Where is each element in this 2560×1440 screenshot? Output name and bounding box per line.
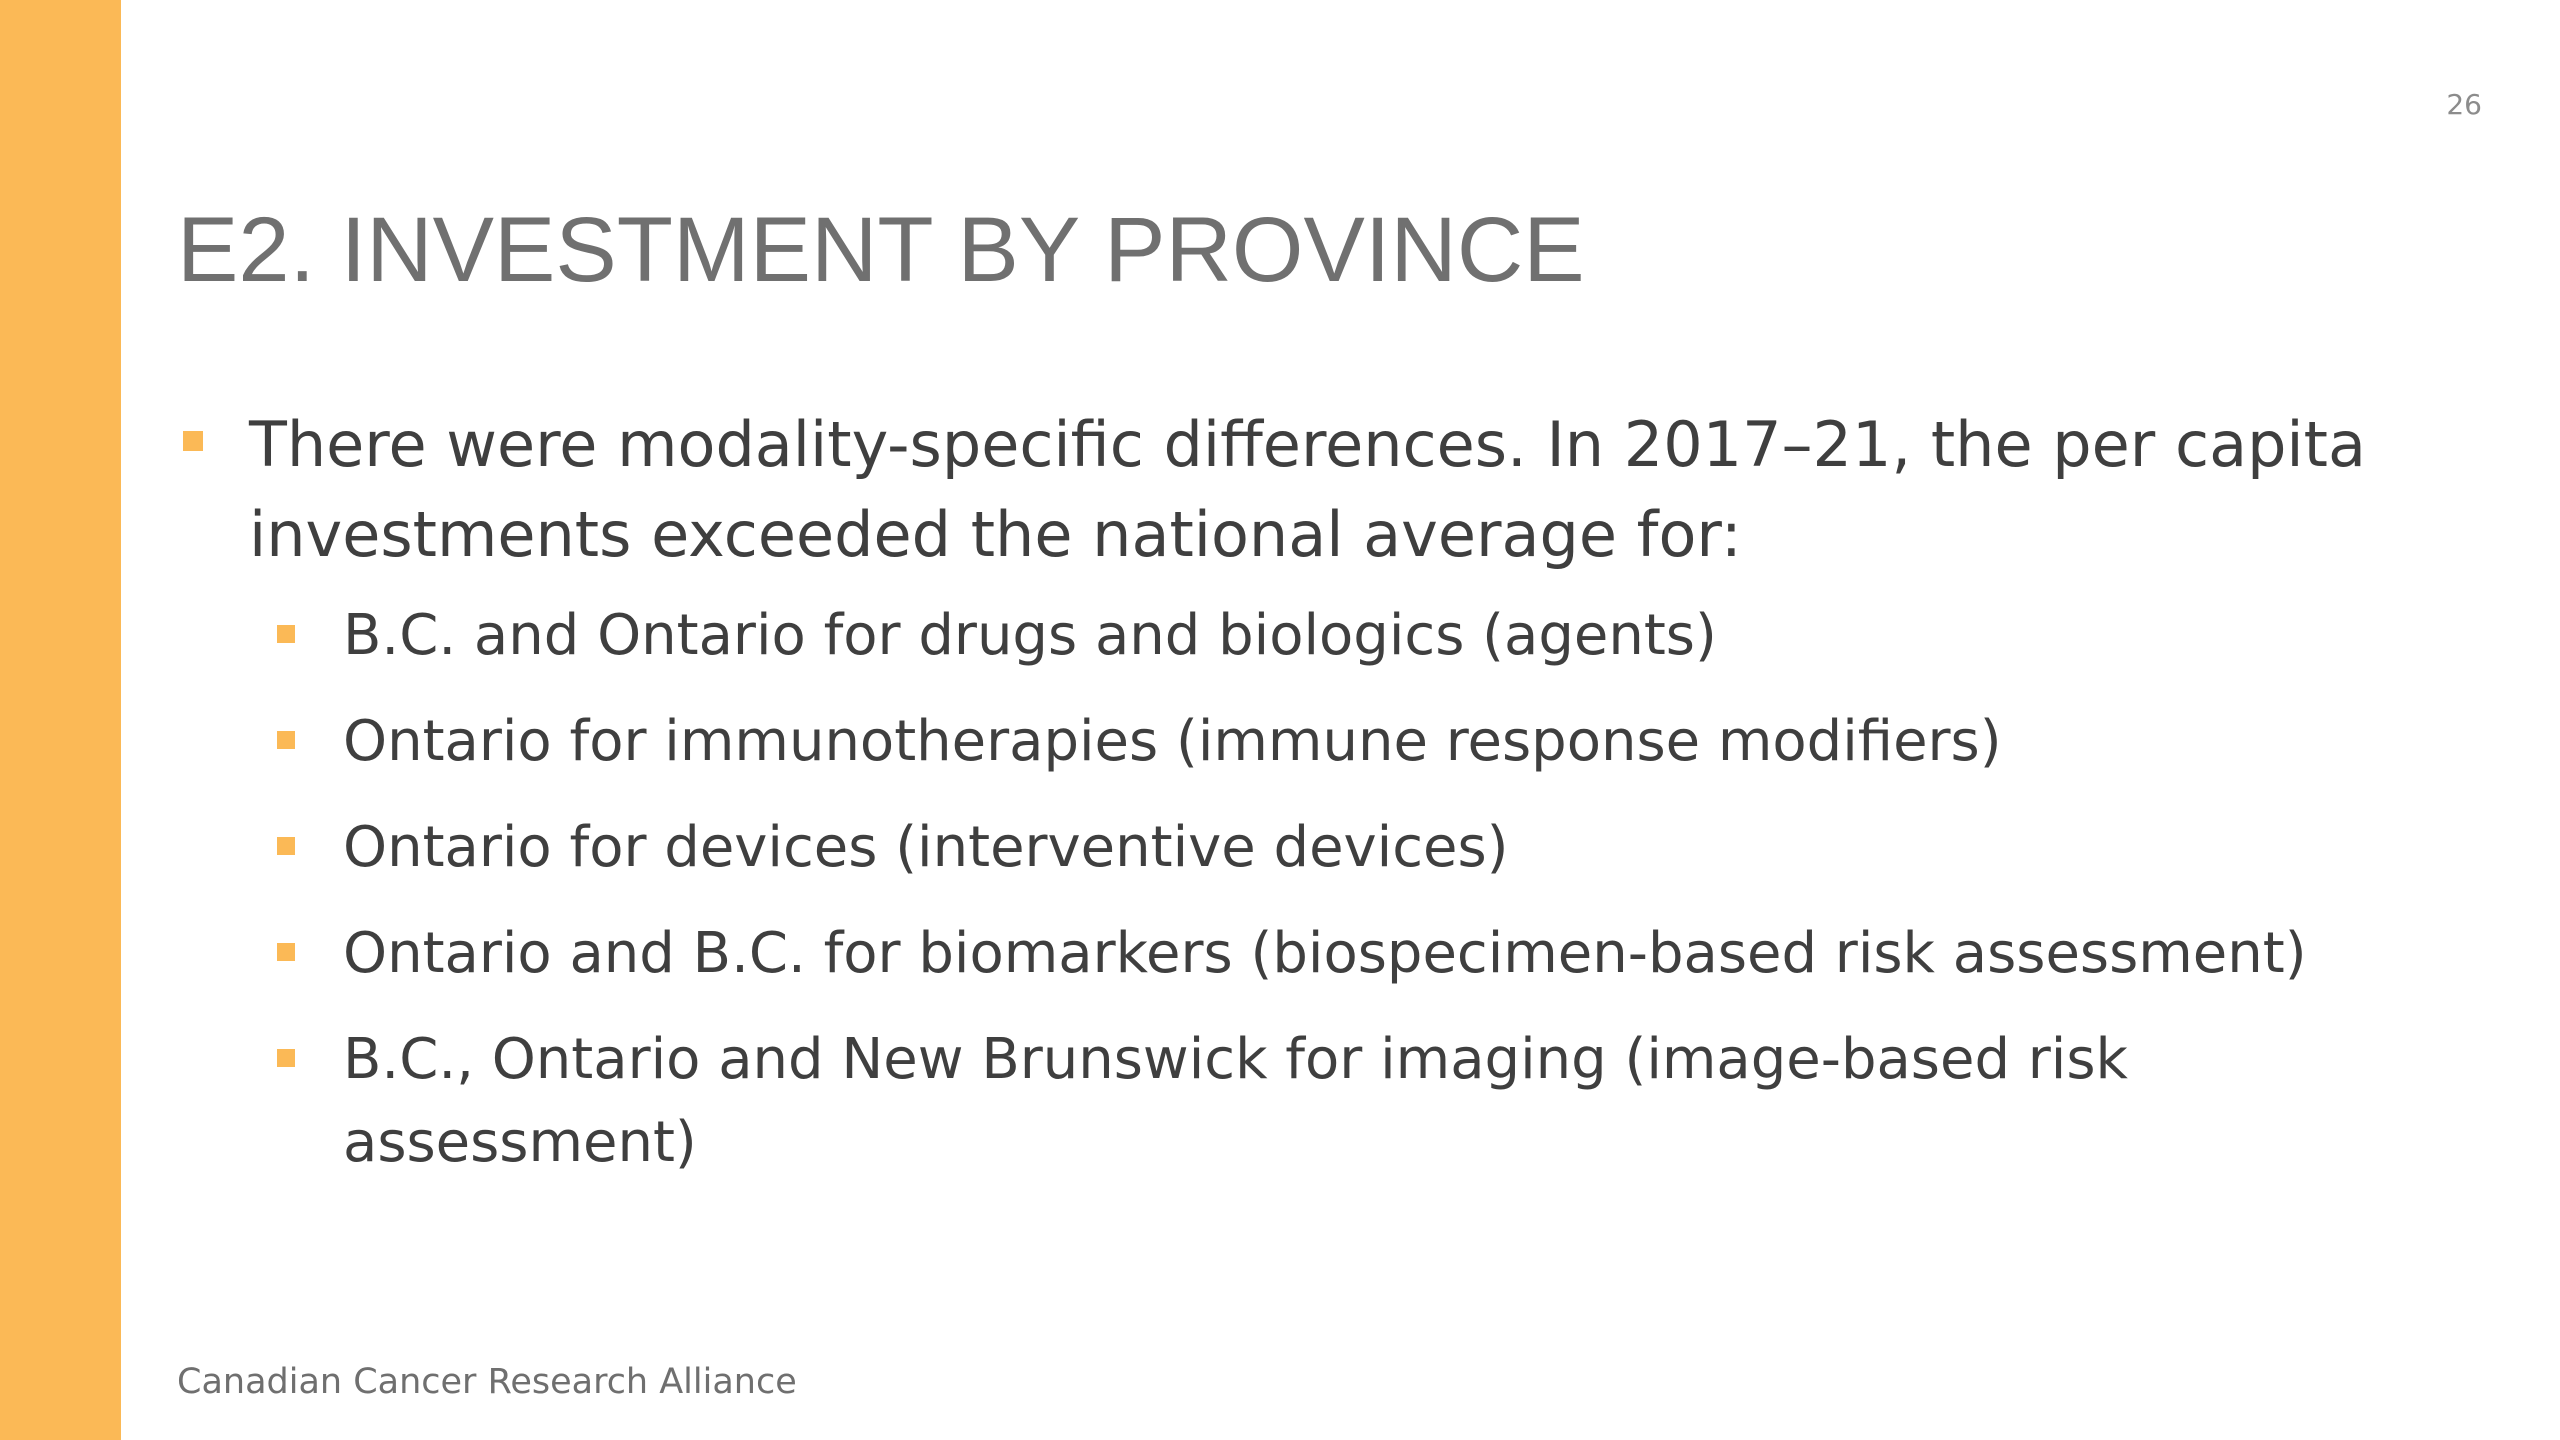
square-bullet-icon xyxy=(183,431,203,451)
page-number: 26 xyxy=(2446,88,2482,121)
footer-organization: Canadian Cancer Research Alliance xyxy=(177,1362,797,1402)
sub-bullet-list xyxy=(177,594,2477,1184)
sub-bullet-item xyxy=(277,594,2477,677)
sub-bullet-item xyxy=(277,806,2477,889)
square-bullet-icon xyxy=(277,731,295,749)
sub-bullet-text: B.C. and Ontario for drugs and biologics (agents) xyxy=(343,603,1717,668)
sub-bullet-item xyxy=(277,700,2477,783)
main-bullet-text: There were modality-specific differences. In 2017–21, the per capita investments exceeded the national average for: xyxy=(249,408,2366,571)
sub-bullet-text: B.C., Ontario and New Brunswick for imaging (image-based risk assessment) xyxy=(343,1027,2128,1175)
square-bullet-icon xyxy=(277,943,295,961)
accent-side-bar xyxy=(0,0,121,1440)
square-bullet-icon xyxy=(277,625,295,643)
sub-bullet-item xyxy=(277,912,2477,995)
sub-bullet-text: Ontario and B.C. for biomarkers (biospecimen-based risk assessment) xyxy=(343,921,2307,986)
bullet-content xyxy=(177,400,2477,1207)
sub-bullet-text: Ontario for immunotherapies (immune response modifiers) xyxy=(343,709,2002,774)
sub-bullet-text: Ontario for devices (interventive devices) xyxy=(343,815,1509,880)
slide-title: E2. INVESTMENT BY PROVINCE xyxy=(177,199,1585,301)
sub-bullet-item xyxy=(277,1018,2477,1184)
main-bullet xyxy=(177,400,2477,580)
square-bullet-icon xyxy=(277,1049,295,1067)
square-bullet-icon xyxy=(277,837,295,855)
